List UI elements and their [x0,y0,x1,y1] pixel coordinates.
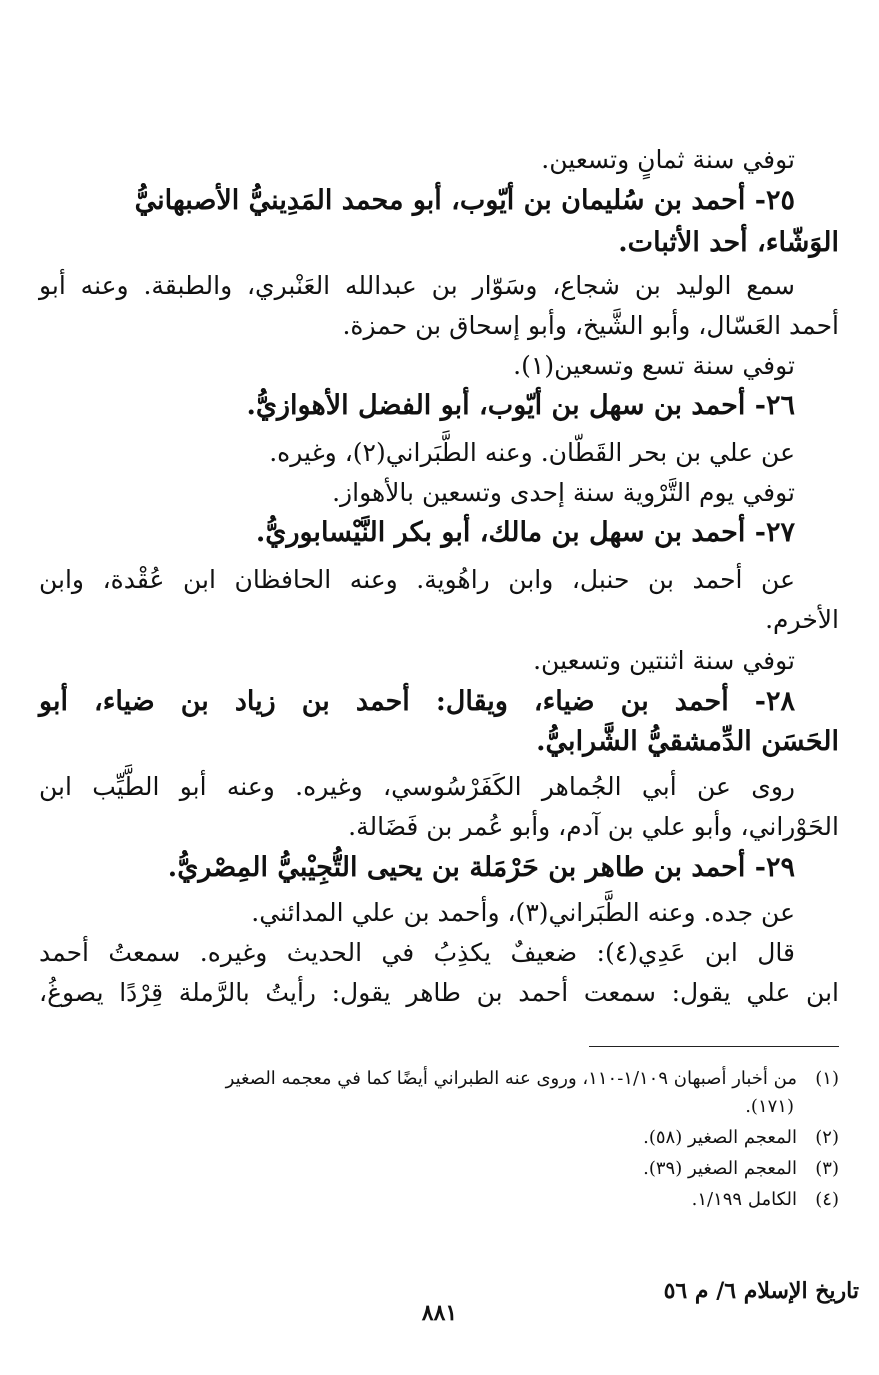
text-line: ابن علي يقول: سمعت أحمد بن طاهر يقول: رأيتُ بالرَّملة قِرْدًا يصوغُ، [39,978,839,1007]
text-line: قال ابن عَدِي(٤): ضعيفٌ يكذِبُ في الحديث وغيره. سمعتُ أحمد [39,938,795,967]
footnote-separator [589,1046,839,1047]
text-line: توفي سنة تسع وتسعين(١). [513,351,795,380]
text-line: عن جده. وعنه الطَّبَراني(٣)، وأحمد بن علي المدائني. [251,898,795,927]
text-line: عن أحمد بن حنبل، وابن راهُوية. وعنه الحافظان ابن عُقْدة، وابن [39,565,795,594]
footnote [39,1186,839,1214]
footnote-text: المعجم الصغير (٣٩). [643,1158,797,1179]
entry-heading-line: ٢٨- أحمد بن ضياء، ويقال: أحمد بن زياد بن ضياء، أبو [39,686,795,717]
footnote-text: من أخبار أصبهان ١/١٠٩-١١٠، وروى عنه الطبراني أيضًا كما في معجمه الصغير [225,1068,797,1089]
running-title: تاريخ الإسلام ٦/ م ٥٦ [663,1278,859,1304]
text-line: توفي سنة اثنتين وتسعين. [533,646,795,675]
footnote-text: المعجم الصغير (٥٨). [643,1127,797,1148]
footnote [39,1124,839,1152]
footnote [39,1093,794,1121]
text-line: توفي يوم التَّرْوية سنة إحدى وتسعين بالأهواز. [332,478,795,507]
entry-heading-line: ٢٧- أحمد بن سهل بن مالك، أبو بكر النَّيْسابوريُّ. [255,517,795,548]
footnote-number: (١) [815,1068,839,1089]
text-line: الأخرم. [765,605,839,634]
text-line: الحَوْراني، وأبو علي بن آدم، وأبو عُمر بن فَضَالة. [348,812,839,841]
footnote-text: (١٧١). [745,1096,794,1117]
entry-heading-line: الوَشّاء، أحد الأثبات. [618,227,839,258]
footnote-number: (٤) [815,1189,839,1210]
footnote-number: (٢) [815,1127,839,1148]
page-number: ٨٨١ [421,1300,458,1326]
footnote-number: (٣) [815,1158,839,1179]
text-line: سمع الوليد بن شجاع، وسَوّار بن عبدالله العَنْبري، والطبقة. وعنه أبو [39,271,795,300]
footnote [39,1155,839,1183]
entry-heading-line: الحَسَن الدِّمشقيُّ الشَّرابيُّ. [536,726,839,757]
entry-heading-line: ٢٩- أحمد بن طاهر بن حَرْمَلة بن يحيى التُّجِيْبيُّ المِصْريُّ. [167,852,795,883]
text-line: توفي سنة ثمانٍ وتسعين. [541,145,795,174]
footnote-text: الكامل ١/١٩٩. [691,1189,797,1210]
entry-heading-line: ٢٦- أحمد بن سهل بن أيّوب، أبو الفضل الأهوازيُّ. [246,390,795,421]
entry-heading-line: ٢٥- أحمد بن سُليمان بن أيّوب، أبو محمد المَدِينيُّ الأصبهانيُّ [134,185,795,216]
text-line: روى عن أبي الجُماهر الكَفَرْسُوسي، وغيره. وعنه أبو الطَّيِّب ابن [39,772,795,801]
text-line: عن علي بن بحر القَطّان. وعنه الطَّبَراني(٢)، وغيره. [269,438,795,467]
text-line: أحمد العَسّال، وأبو الشَّيخ، وأبو إسحاق بن حمزة. [342,311,839,340]
footnote [39,1065,839,1093]
